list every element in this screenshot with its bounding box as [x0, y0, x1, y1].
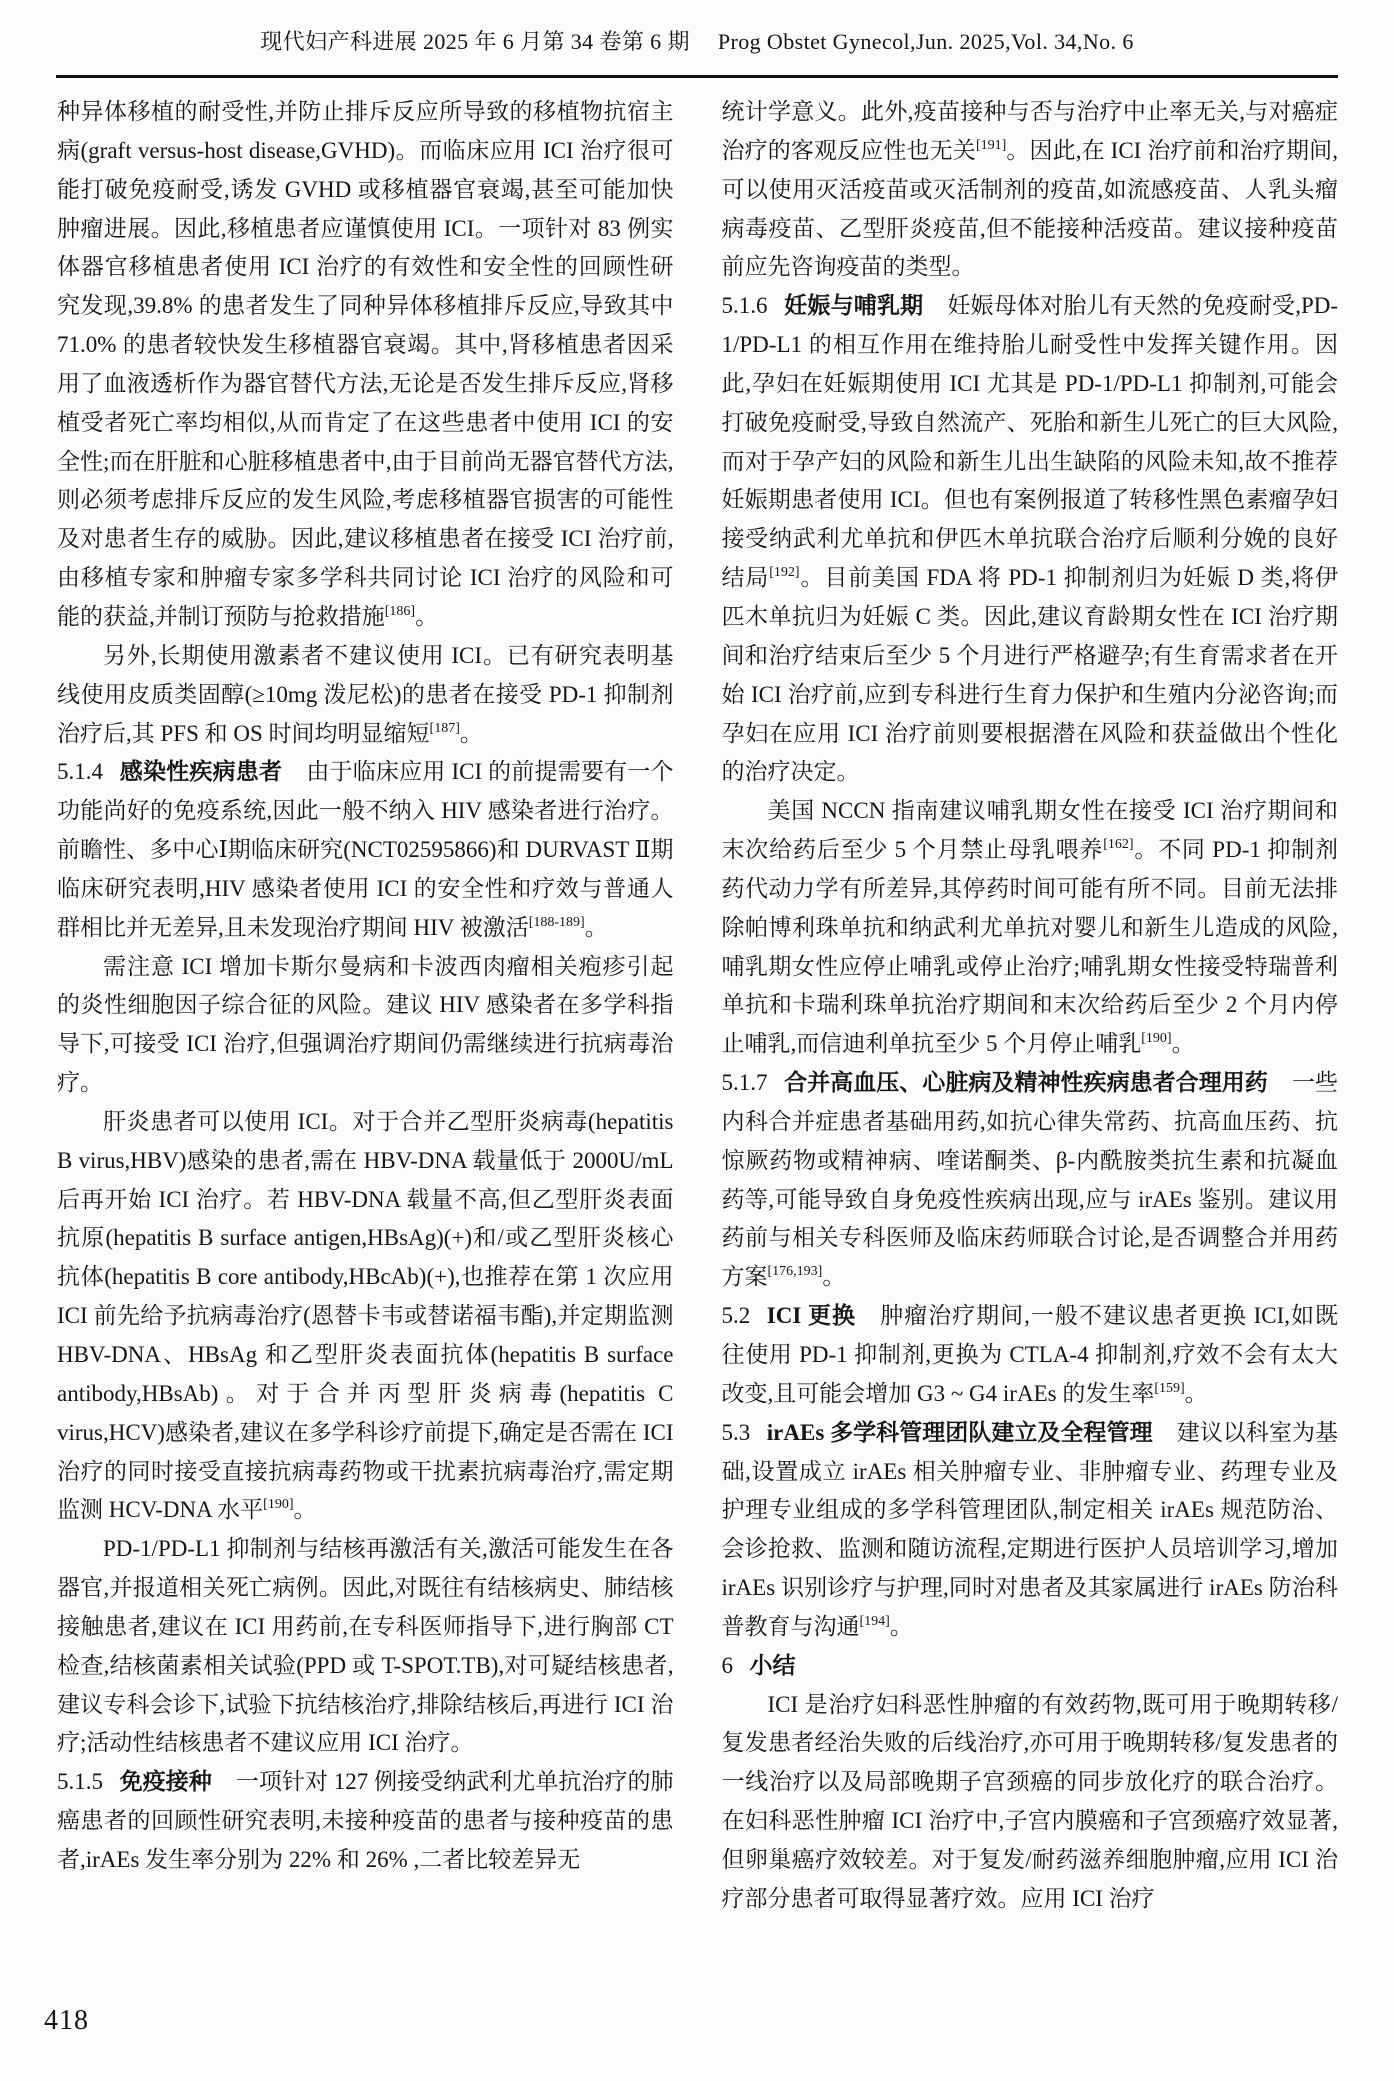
section-title: 妊娠与哺乳期 — [784, 293, 924, 319]
body-paragraph: 美国 NCCN 指南建议哺乳期女性在接受 ICI 治疗期间和末次给药后至少 5 个月禁止母乳喂养[162]。不同 PD-1 抑制剂药代动力学有所差异,其停药时间可能有所不同。目前无法排除帕博利珠单抗和纳武利尤单抗对婴儿和新生儿造成的风险,哺乳期女性应停止哺乳或停止治疗;哺乳期女性接受特瑞普利单抗和卡瑞利珠单抗治疗期间和末次给药后至少 2 个月内停止哺乳,而信迪利单抗至少 5 个月停止哺乳[190]。 — [721, 798, 1339, 1057]
reference-marker: [191] — [975, 137, 1007, 153]
article-body — [57, 93, 1338, 1919]
body-paragraph: 统计学意义。此外,疫苗接种与否与治疗中止率无关,与对癌症治疗的客观反应性也无关[191]。因此,在 ICI 治疗前和治疗期间,可以使用灭活疫苗或灭活制剂的疫苗,如流感疫苗、人乳头瘤病毒疫苗、乙型肝炎疫苗,但不能接种活疫苗。建议接种疫苗前应先咨询疫苗的类型。 — [721, 99, 1338, 280]
reference-marker: [190] — [1141, 1031, 1172, 1047]
reference-marker: [190] — [263, 1497, 294, 1513]
section-title: 合并高血压、心脏病及精神性疾病患者合理用药 — [784, 1070, 1268, 1096]
section-number: 6 — [721, 1652, 733, 1678]
section-title: 感染性疾病患者 — [119, 759, 283, 785]
reference-marker: [186] — [384, 603, 416, 619]
section-number: 5.1.4 — [57, 759, 103, 785]
reference-marker: [162] — [1103, 837, 1134, 853]
body-paragraph: 肝炎患者可以使用 ICI。对于合并乙型肝炎病毒(hepatitis B virus,HBV)感染的患者,需在 HBV-DNA 载量低于 2000U/mL 后再开始 ICI 治疗。若 HBV-DNA 载量不高,但乙型肝炎表面抗原(hepatitis B surface antigen,HBsAg)(+)和/或乙型肝炎核心抗体(hepatitis B core antibody,HBcAb)(+),也推荐在第 1 次应用 ICI 前先给予抗病毒治疗(恩替卡韦或替诺福韦酯),并定期监测 HBV-DNA、HBsAg 和乙型肝炎表面抗体(hepatitis B surface antibody,HBsAb)。对于合并丙型肝炎病毒(hepatitis C virus,HCV)感染者,建议在多学科诊疗前提下,确定是否需在 ICI 治疗的同时接受直接抗病毒药物或干扰素抗病毒治疗,需定期监测 HCV-DNA 水平[190]。 — [57, 1108, 674, 1523]
right-column — [722, 93, 1339, 1919]
section-title: 小结 — [749, 1652, 796, 1678]
journal-header — [0, 25, 1394, 56]
section-heading: 5.1.7 合并高血压、心脏病及精神性疾病患者合理用药 一些内科合并症患者基础用药,如抗心律失常药、抗高血压药、抗惊厥药物或精神病、喹诺酮类、β-内酰胺类抗生素和抗凝血药等,可能导致自身免疫性疾病出现,应与 irAEs 鉴别。建议用药前与相关专科医师及临床药师联合讨论,是否调整合并用药方案[176,193]。 — [721, 1070, 1339, 1290]
section-title: irAEs 多学科管理团队建立及全程管理 — [766, 1419, 1153, 1445]
body-paragraph: PD-1/PD-L1 抑制剂与结核再激活有关,激活可能发生在各器官,并报道相关死亡病例。因此,对既往有结核病史、肺结核接触患者,建议在 ICI 用药前,在专科医师指导下,进行胸部 CT 检查,结核菌素相关试验(PPD 或 T-SPOT.TB),对可疑结核患者,建议专科会诊下,试验下抗结核治疗,排除结核后,再进行 ICI 治疗;活动性结核患者不建议应用 ICI 治疗。 — [57, 1536, 674, 1756]
section-title: ICI 更换 — [766, 1303, 857, 1329]
section-number: 5.3 — [721, 1419, 751, 1445]
body-paragraph: 种异体移植的耐受性,并防止排斥反应所导致的移植物抗宿主病(graft versus-host disease,GVHD)。而临床应用 ICI 治疗很可能打破免疫耐受,诱发 GVHD 或移植器官衰竭,甚至可能加快肿瘤进展。因此,移植患者应谨慎使用 ICI。一项针对 83 例实体器官移植患者使用 ICI 治疗的有效性和安全性的回顾性研究发现,39.8% 的患者发生了同种异体移植排斥反应,导致其中 71.0% 的患者较快发生移植器官衰竭。其中,肾移植患者因采用了血液透析作为器官替代方法,无论是否发生排斥反应,肾移植受者死亡率均相似,从而肯定了在这些患者中使用 ICI 的安全性;而在肝脏和心脏移植患者中,由于目前尚无器官替代方法,则必须考虑排斥反应的发生风险,考虑移植器官损害的可能性及对患者生存的威胁。因此,建议移植患者在接受 ICI 治疗前,由移植专家和肿瘤专家多学科共同讨论 ICI 治疗的风险和可能的获益,并制订预防与抢救措施[186]。 — [57, 99, 674, 629]
reference-marker: [187] — [429, 720, 460, 736]
section-number: 5.2 — [721, 1303, 751, 1329]
reference-marker: [159] — [1154, 1380, 1185, 1396]
section-heading: 5.2 ICI 更换 肿瘤治疗期间,一般不建议患者更换 ICI,如既往使用 PD-1 抑制剂,更换为 CTLA-4 抑制剂,疗效不会有太大改变,且可能会增加 G3 ~ G4 irAEs 的发生率[159]。 — [721, 1303, 1338, 1406]
section-number: 5.1.7 — [721, 1070, 768, 1096]
reference-marker: [176,193] — [767, 1264, 823, 1280]
section-number: 5.1.5 — [57, 1769, 103, 1795]
section-heading — [722, 1647, 1339, 1686]
left-column — [57, 93, 674, 1880]
section-title: 免疫接种 — [119, 1769, 212, 1795]
body-paragraph: 另外,长期使用激素者不建议使用 ICI。已有研究表明基线使用皮质类固醇(≥10mg 泼尼松)的患者在接受 PD-1 抑制剂治疗后,其 PFS 和 OS 时间均明显缩短[187]。 — [57, 642, 674, 746]
reference-marker: [194] — [859, 1613, 890, 1629]
body-paragraph: ICI 是治疗妇科恶性肿瘤的有效药物,既可用于晚期转移/复发患者经治失败的后线治疗,亦可用于晚期转移/复发患者的一线治疗以及局部晚期子宫颈癌的同步放化疗的联合治疗。在妇科恶性肿瘤 ICI 治疗中,子宫内膜癌和子宫颈癌疗效显著,但卵巢癌疗效较差。对于复发/耐药滋养细胞肿瘤,应用 ICI 治疗部分患者可取得显著疗效。应用 ICI 治疗 — [721, 1691, 1338, 1911]
section-heading: 5.1.4 感染性疾病患者 由于临床应用 ICI 的前提需要有一个功能尚好的免疫系统,因此一般不纳入 HIV 感染者进行治疗。前瞻性、多中心Ⅰ期临床研究(NCT02595866)和 DURVAST Ⅱ期临床研究表明,HIV 感染者使用 ICI 的安全性和疗效与普通人群相比并无差异,且未发现治疗期间 HIV 被激活[188-189]。 — [57, 759, 674, 940]
journal-title-zh: 现代妇产科进展 2025 年 6 月第 34 卷第 6 期 — [260, 29, 690, 54]
header-divider — [56, 75, 1338, 78]
reference-marker: [192] — [769, 565, 800, 581]
page-number: 418 — [44, 2005, 89, 2036]
section-heading: 5.3 irAEs 多学科管理团队建立及全程管理 建议以科室为基础,设置成立 irAEs 相关肿瘤专业、非肿瘤专业、药理专业及护理专业组成的多学科管理团队,制定相关 irAEs 规范防治、会诊抢救、监测和随访流程,定期进行医护人员培训学习,增加 irAEs 识别诊疗与护理,同时对患者及其家属进行 irAEs 防治科普教育与沟通[194]。 — [721, 1419, 1339, 1639]
section-number: 5.1.6 — [721, 293, 768, 319]
journal-title-en: Prog Obstet Gynecol,Jun. 2025,Vol. 34,No. 6 — [717, 29, 1134, 54]
body-paragraph: 需注意 ICI 增加卡斯尔曼病和卡波西肉瘤相关疱疹引起的炎性细胞因子综合征的风险。建议 HIV 感染者在多学科指导下,可接受 ICI 治疗,但强调治疗期间仍需继续进行抗病毒治疗。 — [57, 953, 674, 1096]
section-heading: 5.1.5 免疫接种 一项针对 127 例接受纳武利尤单抗治疗的肺癌患者的回顾性研究表明,未接种疫苗的患者与接种疫苗的患者,irAEs 发生率分别为 22% 和 26% ,二者比较差异无 — [57, 1769, 674, 1872]
section-heading: 5.1.6 妊娠与哺乳期 妊娠母体对胎儿有天然的免疫耐受,PD-1/PD-L1 的相互作用在维持胎儿耐受性中发挥关键作用。因此,孕妇在妊娠期使用 ICI 尤其是 PD-1/PD-L1 抑制剂,可能会打破免疫耐受,导致自然流产、死胎和新生儿死亡的巨大风险,而对于孕产妇的风险和新生儿出生缺陷的风险未知,故不推荐妊娠期患者使用 ICI。但也有案例报道了转移性黑色素瘤孕妇接受纳武利尤单抗和伊匹木单抗联合治疗后顺利分娩的良好结局[192]。目前美国 FDA 将 PD-1 抑制剂归为妊娠 D 类,将伊匹木单抗归为妊娠 C 类。因此,建议育龄期女性在 ICI 治疗期间和治疗结束后至少 5 个月进行严格避孕;有生育需求者在开始 ICI 治疗前,应到专科进行生育力保护和生殖内分泌咨询;而孕妇在应用 ICI 治疗前则要根据潜在风险和获益做出个性化的治疗决定。 — [721, 293, 1339, 785]
reference-marker: [188-189] — [528, 914, 585, 930]
